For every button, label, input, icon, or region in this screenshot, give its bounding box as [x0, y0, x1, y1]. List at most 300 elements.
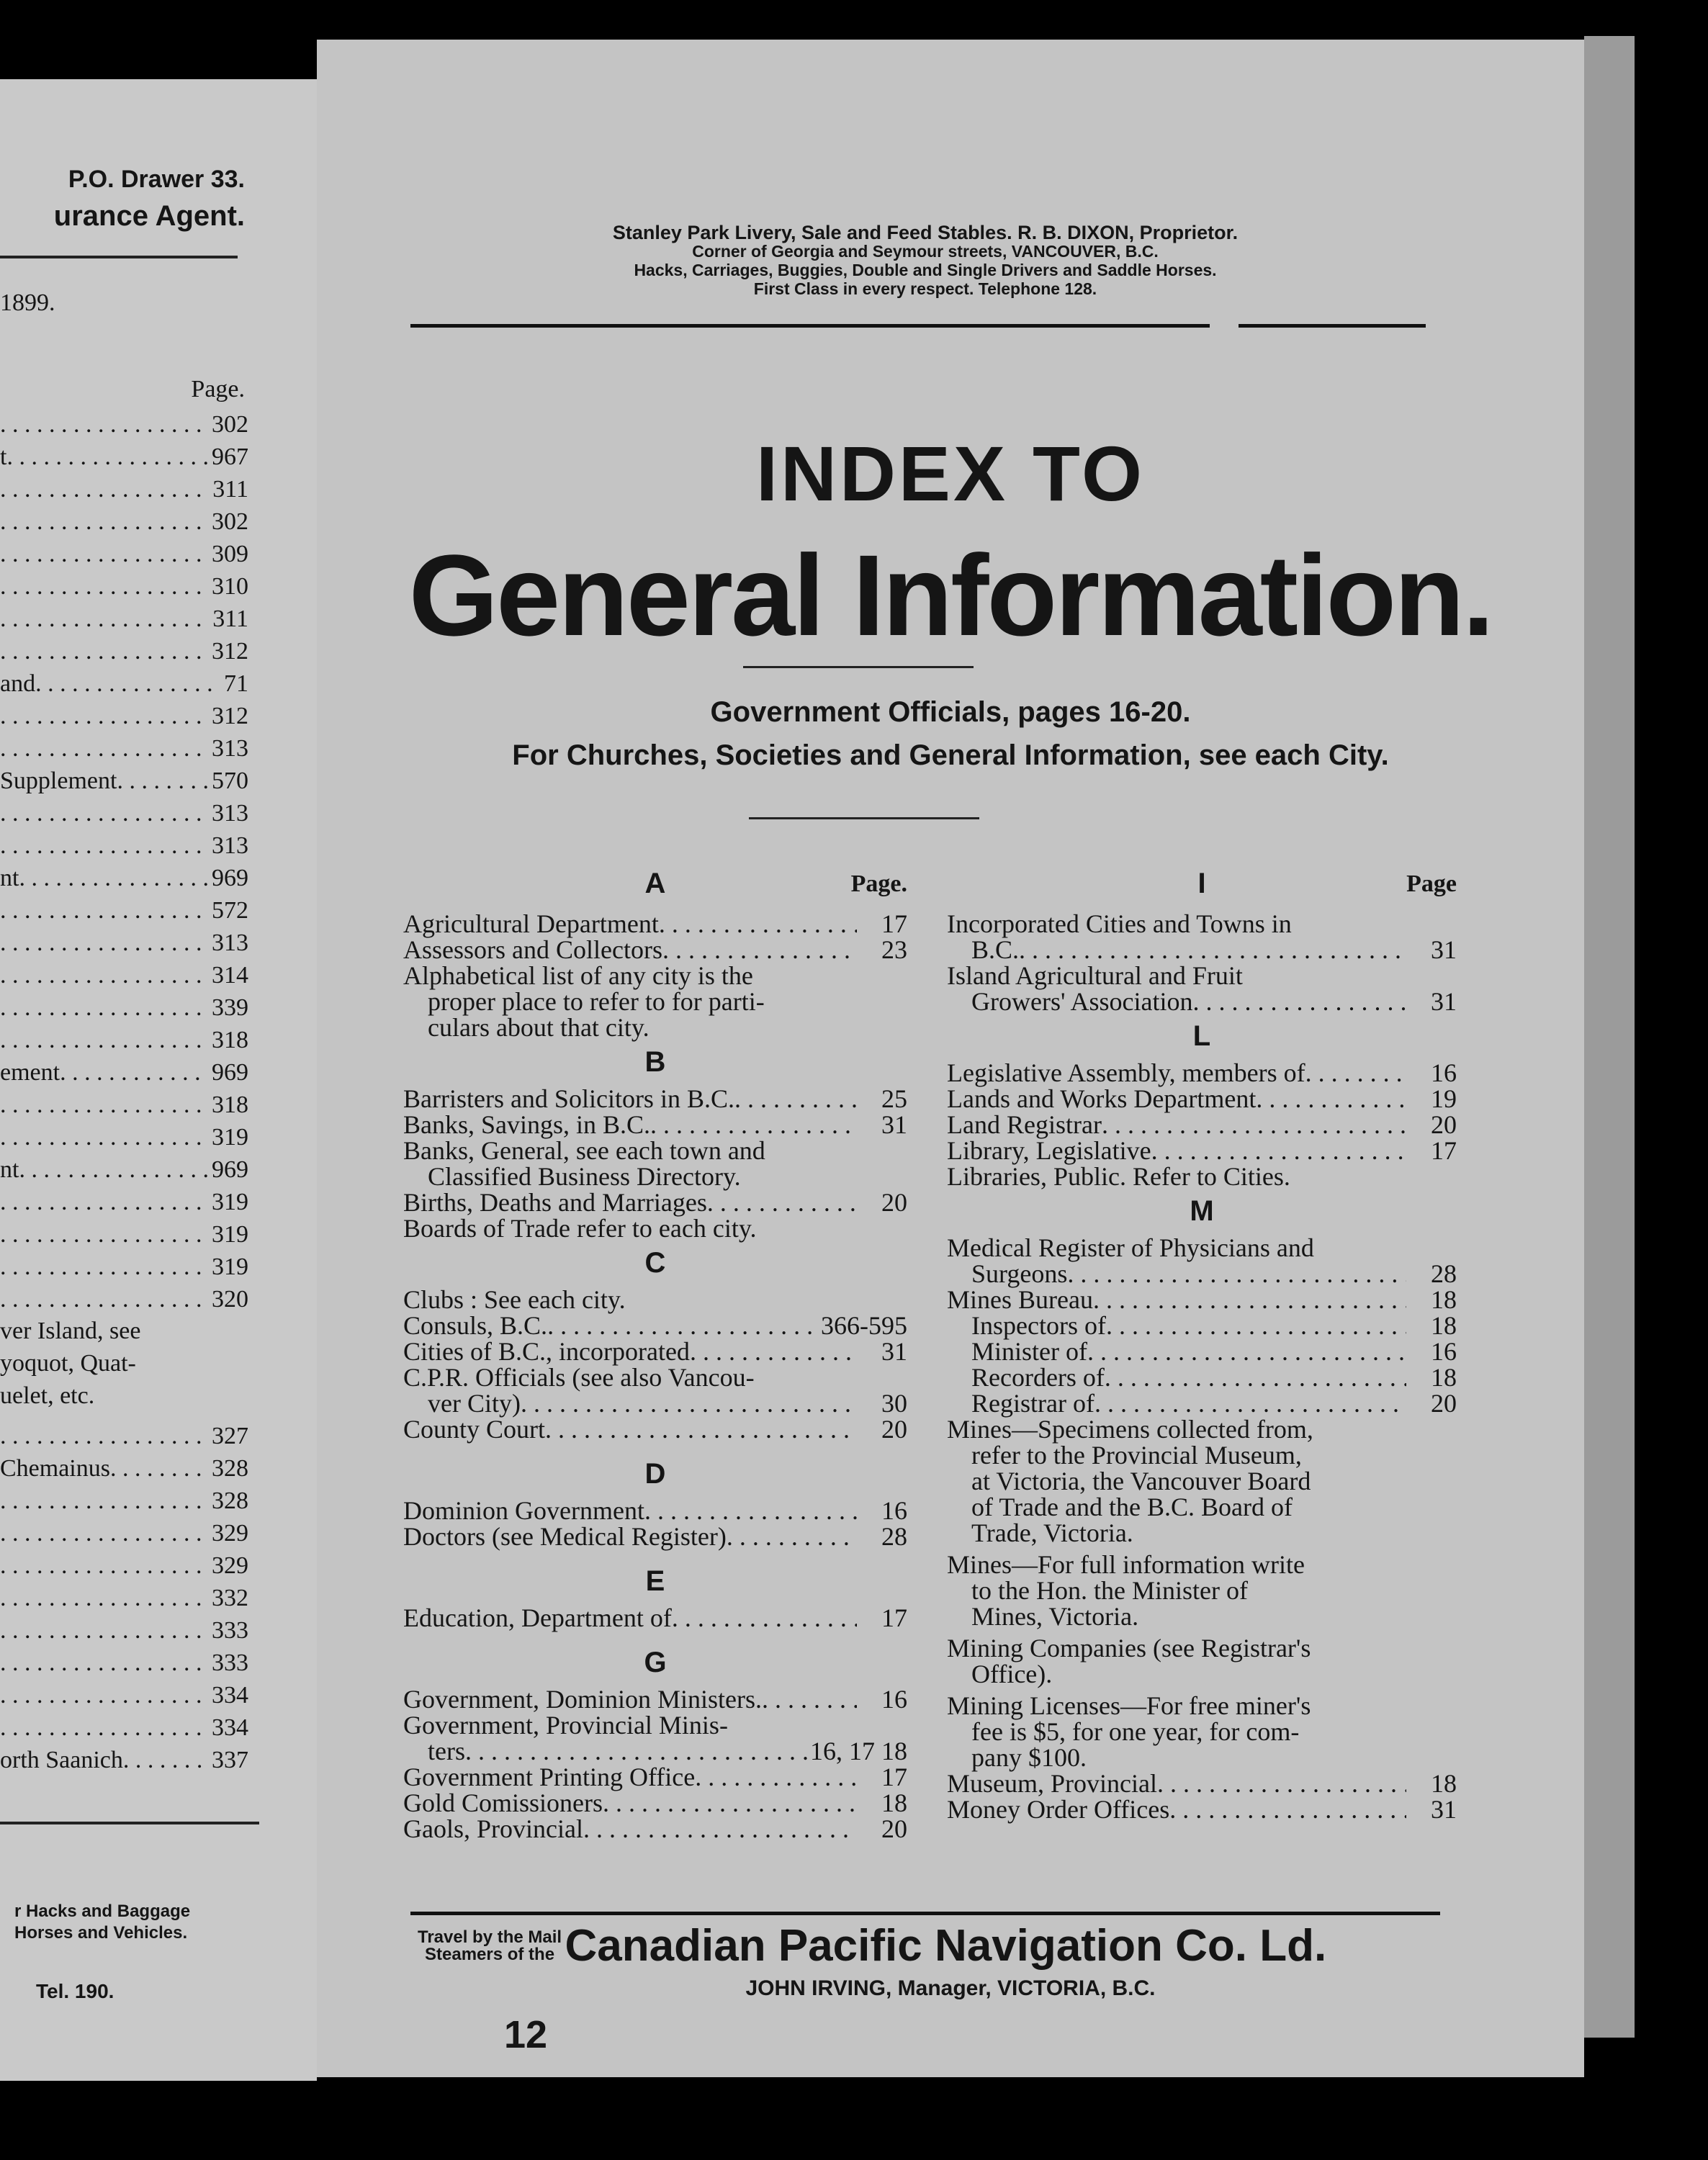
- leader-dots: [1019, 937, 1406, 963]
- section-letter: L: [1192, 1020, 1211, 1052]
- leader-dots: [1095, 1390, 1406, 1416]
- left-index-row: [0, 994, 248, 1022]
- leader-dots: [0, 572, 207, 601]
- index-entry-page: 18: [1431, 1363, 1457, 1392]
- left-row-page: 339: [212, 994, 248, 1021]
- index-note-line: Mining Companies (see Registrar's: [947, 1634, 1311, 1662]
- index-entry-page: 16: [881, 1685, 907, 1714]
- left-index-row: [0, 799, 248, 828]
- index-note: Boards of Trade refer to each city.: [403, 1214, 757, 1243]
- section-letter: M: [1190, 1195, 1214, 1227]
- leader-dots: [1067, 1261, 1406, 1287]
- index-entry: [403, 911, 907, 937]
- leader-dots: [0, 1681, 207, 1710]
- left-row-text: and: [0, 670, 36, 697]
- leader-dots: [19, 1156, 207, 1184]
- leader-dots: [0, 961, 207, 990]
- ad-manager-line: JOHN IRVING, Manager, VICTORIA, B.C.: [745, 1976, 1156, 2000]
- leader-dots: [695, 1764, 857, 1790]
- leader-dots: [0, 929, 207, 958]
- left-index-row: [0, 864, 248, 893]
- index-note-line: refer to the Provincial Museum,: [971, 1441, 1302, 1470]
- index-page: [317, 40, 1584, 2077]
- left-row-text: nt: [0, 865, 19, 891]
- leader-dots: [0, 1091, 207, 1120]
- index-note-line: Banks, General, see each town and: [403, 1136, 765, 1165]
- left-row-page: 969: [212, 1156, 248, 1183]
- left-index-row: [0, 1220, 248, 1249]
- left-row-page: 311: [212, 606, 248, 632]
- index-entry: [947, 1261, 1457, 1287]
- left-row-page: 570: [212, 768, 248, 794]
- index-entry-page: 16: [1431, 1058, 1457, 1087]
- leader-dots: [0, 1649, 207, 1678]
- previous-page-fragment: [0, 79, 317, 2081]
- ad-line: Corner of Georgia and Seymour streets, VANCOUVER, B.C.: [692, 242, 1159, 261]
- leader-dots: [0, 1616, 207, 1645]
- index-entry: [947, 1060, 1457, 1086]
- index-note-line: Mining Licenses—For free miner's: [947, 1691, 1311, 1720]
- index-entry: [947, 1796, 1457, 1822]
- left-row-text: orth Saanich: [0, 1747, 123, 1773]
- index-entry-page: 31: [1431, 1795, 1457, 1824]
- ad-line: Hacks, Carriages, Buggies, Double and Single Drivers and Saddle Horses.: [634, 261, 1217, 279]
- leader-dots: [1256, 1086, 1406, 1112]
- leader-dots: [60, 1058, 207, 1087]
- column-header: [947, 868, 1457, 911]
- left-island-line: yoquot, Quat-: [0, 1350, 136, 1377]
- index-note-line: culars about that city.: [428, 1013, 650, 1042]
- index-note-line: Mines, Victoria.: [971, 1602, 1139, 1631]
- index-entry-page: 17: [881, 1763, 907, 1791]
- index-entry-text: Recorders of: [971, 1363, 1105, 1392]
- left-index-row: [0, 1519, 248, 1548]
- section-letter: A: [644, 868, 666, 899]
- index-entry-page: 17: [881, 1603, 907, 1632]
- index-entry-text: Lands and Works Department: [947, 1084, 1257, 1113]
- index-entry: [403, 1790, 907, 1816]
- page-column-label: Page: [1406, 870, 1457, 897]
- index-entry-text: ters: [428, 1737, 465, 1765]
- index-entry-text: Dominion Government: [403, 1496, 644, 1525]
- index-entry-text: Minister of: [971, 1337, 1087, 1366]
- leader-dots: [672, 1605, 857, 1631]
- left-index-row: [0, 1714, 248, 1742]
- divider: [410, 324, 1210, 328]
- index-entry-page: 20: [881, 1415, 907, 1444]
- left-row-page: 313: [212, 832, 248, 859]
- index-entry: [403, 1764, 907, 1790]
- index-entry-page: 31: [1431, 935, 1457, 964]
- leader-dots: [117, 767, 207, 796]
- index-note-line: to the Hon. the Minister of: [971, 1576, 1248, 1605]
- index-entry-text: Doctors (see Medical Register): [403, 1522, 727, 1551]
- index-entry-page: 16, 17 18: [810, 1737, 907, 1765]
- section-letter: G: [644, 1647, 667, 1678]
- index-entry: [403, 1338, 907, 1364]
- leader-dots: [0, 1026, 207, 1055]
- left-index-row: [0, 1188, 248, 1217]
- index-entry-page: 16: [881, 1496, 907, 1525]
- index-note-line: Mines—For full information write: [947, 1550, 1305, 1579]
- left-row-text: nt: [0, 1156, 19, 1183]
- left-row-page: 332: [212, 1585, 248, 1611]
- left-index-row: [0, 961, 248, 990]
- leader-dots: [0, 410, 207, 439]
- left-index-row: [0, 475, 248, 504]
- left-index-row: [0, 1058, 248, 1087]
- index-entry-page: 18: [1431, 1311, 1457, 1340]
- left-row-page: 313: [212, 930, 248, 956]
- left-row-text: Supplement: [0, 768, 117, 794]
- index-entry: [403, 1498, 907, 1524]
- leader-dots: [110, 1454, 207, 1483]
- index-entry: [947, 1287, 1457, 1313]
- left-index-row: [0, 605, 248, 634]
- left-index-row: [0, 1584, 248, 1613]
- index-entry-page: 20: [1431, 1110, 1457, 1139]
- index-entry: [947, 1390, 1457, 1416]
- column-header: [403, 868, 907, 911]
- left-row-page: 967: [212, 444, 248, 470]
- index-entry: [403, 1416, 907, 1442]
- leader-dots: [1102, 1112, 1406, 1138]
- leader-dots: [0, 896, 207, 925]
- left-row-page: 329: [212, 1552, 248, 1579]
- index-entry-page: 28: [881, 1522, 907, 1551]
- left-index-row: [0, 540, 248, 569]
- index-entry: [403, 1605, 907, 1631]
- index-entry-text: Banks, Savings, in B.C.: [403, 1110, 651, 1139]
- index-entry-page: 28: [1431, 1259, 1457, 1288]
- leader-dots: [650, 1112, 857, 1138]
- left-page-label: Page.: [191, 376, 245, 402]
- index-entry-page: 18: [1431, 1769, 1457, 1798]
- leader-dots: [0, 799, 207, 828]
- leader-dots: [0, 1123, 207, 1152]
- index-note: Incorporated Cities and Towns in: [947, 909, 1292, 938]
- index-entry: [403, 1524, 907, 1549]
- index-entry-text: Mines Bureau: [947, 1285, 1093, 1314]
- index-entry: [403, 1112, 907, 1138]
- left-index-row: [0, 1649, 248, 1678]
- left-index-row: [0, 1487, 248, 1516]
- index-entry-text: Agricultural Department: [403, 909, 659, 938]
- ad-small-text: [418, 1929, 562, 1963]
- divider: [0, 256, 238, 258]
- left-index-row: [0, 508, 248, 536]
- divider: [410, 1912, 1440, 1915]
- index-note: Clubs : See each city.: [403, 1285, 626, 1314]
- leader-dots: [0, 702, 207, 731]
- index-entry-text: Money Order Offices: [947, 1795, 1170, 1824]
- leader-dots: [662, 937, 857, 963]
- left-row-page: 313: [212, 800, 248, 827]
- index-entry-page: 366-595: [821, 1311, 907, 1340]
- left-row-page: 327: [212, 1423, 248, 1449]
- index-entry: [403, 1313, 907, 1338]
- leader-dots: [1093, 1287, 1406, 1313]
- leader-dots: [0, 637, 207, 666]
- ad-small-line: Travel by the Mail: [418, 1927, 562, 1947]
- index-entry-page: 31: [881, 1337, 907, 1366]
- leader-dots: [0, 1422, 207, 1451]
- leader-dots: [521, 1390, 857, 1416]
- index-entry-text: Legislative Assembly, members of: [947, 1058, 1305, 1087]
- leader-dots: [0, 994, 207, 1022]
- leader-dots: [659, 911, 857, 937]
- ad-company-name: Canadian Pacific Navigation Co. Ld.: [565, 1921, 1327, 1971]
- index-note-line: at Victoria, the Vancouver Board: [971, 1467, 1311, 1495]
- leader-dots: [545, 1416, 857, 1442]
- index-note: Government, Provincial Minis-: [403, 1711, 728, 1740]
- index-column-right: [947, 868, 1457, 1822]
- leader-dots: [644, 1498, 857, 1524]
- left-row-page: 312: [212, 703, 248, 729]
- index-entry-page: 20: [1431, 1389, 1457, 1418]
- left-row-page: 312: [212, 638, 248, 665]
- title-index-to: INDEX TO: [755, 430, 1146, 517]
- index-entry-page: 31: [1431, 987, 1457, 1016]
- left-index-row: [0, 1422, 248, 1451]
- left-index-row: [0, 767, 248, 796]
- leader-dots: [0, 832, 207, 860]
- leader-dots: [0, 1519, 207, 1548]
- index-entry: [947, 1770, 1457, 1796]
- index-column-left: [403, 868, 907, 1842]
- page-edge: [1584, 36, 1635, 2038]
- leader-dots: [6, 443, 207, 472]
- index-entry-text: Land Registrar: [947, 1110, 1102, 1139]
- index-entry-page: 19: [1431, 1084, 1457, 1113]
- left-index-row: [0, 734, 248, 763]
- index-entry: [947, 1338, 1457, 1364]
- index-entry-text: Education, Department of: [403, 1603, 672, 1632]
- index-entry: [403, 1189, 907, 1215]
- page-column-label: Page.: [850, 870, 907, 897]
- left-index-row: [0, 1026, 248, 1055]
- left-index-row: [0, 832, 248, 860]
- index-note-line: fee is $5, for one year, for com-: [971, 1717, 1300, 1746]
- index-entry: [947, 937, 1457, 963]
- leader-dots: [0, 1188, 207, 1217]
- leader-dots: [0, 540, 207, 569]
- left-header-agent: urance Agent.: [53, 200, 245, 232]
- leader-dots: [0, 475, 208, 504]
- index-entry-text: Consuls, B.C.: [403, 1311, 548, 1340]
- divider: [1239, 324, 1426, 328]
- section-letter: I: [1197, 868, 1206, 899]
- index-entry-text: County Court: [403, 1415, 546, 1444]
- left-index-row: [0, 896, 248, 925]
- index-entry: [947, 1112, 1457, 1138]
- index-entry-page: 17: [881, 909, 907, 938]
- index-entry-text: Registrar of: [971, 1389, 1095, 1418]
- left-index-row: [0, 572, 248, 601]
- left-row-page: 329: [212, 1520, 248, 1547]
- left-row-page: 310: [212, 573, 248, 600]
- left-row-page: 333: [212, 1617, 248, 1644]
- leader-dots: [707, 1189, 857, 1215]
- index-entry-page: 20: [881, 1814, 907, 1843]
- index-entry-text: Assessors and Collectors: [403, 935, 662, 964]
- index-entry-text: Government, Dominion Ministers.: [403, 1685, 762, 1714]
- ad-small-line: Steamers of the: [425, 1944, 555, 1964]
- left-row-page: 969: [212, 865, 248, 891]
- index-entry-text: Gaols, Provincial: [403, 1814, 583, 1843]
- index-note: Island Agricultural and Fruit: [947, 961, 1243, 990]
- left-row-page: 333: [212, 1650, 248, 1676]
- left-island-line: uelet, etc.: [0, 1382, 95, 1409]
- index-note-line: Classified Business Directory.: [428, 1162, 741, 1191]
- left-row-page: 319: [212, 1189, 248, 1215]
- index-note: C.P.R. Officials (see also Vancou-: [403, 1363, 755, 1392]
- leader-dots: [1087, 1338, 1406, 1364]
- left-index-row: [0, 443, 248, 472]
- left-row-text: t: [0, 444, 7, 470]
- leader-dots: [1105, 1364, 1406, 1390]
- index-entry: [403, 937, 907, 963]
- left-telephone: Tel. 190.: [36, 1980, 114, 2002]
- left-row-page: 318: [212, 1027, 248, 1053]
- left-index-row: [0, 1253, 248, 1282]
- subtitle-government-officials: Government Officials, pages 16-20.: [710, 696, 1191, 728]
- index-entry-page: 23: [881, 935, 907, 964]
- left-row-page: 572: [212, 897, 248, 924]
- leader-dots: [35, 670, 220, 698]
- leader-dots: [1169, 1796, 1406, 1822]
- index-entry: [947, 1086, 1457, 1112]
- index-note-line: of Trade and the B.C. Board of: [971, 1493, 1293, 1521]
- left-index-row: [0, 1091, 248, 1120]
- left-row-page: 334: [212, 1682, 248, 1709]
- index-entry-text: Inspectors of: [971, 1311, 1106, 1340]
- index-entry-text: Births, Deaths and Marriages: [403, 1188, 707, 1217]
- left-index-row: [0, 1123, 248, 1152]
- index-entry: [403, 1816, 907, 1842]
- leader-dots: [1106, 1313, 1406, 1338]
- index-entry-page: 30: [881, 1389, 907, 1418]
- index-entry-page: 31: [881, 1110, 907, 1139]
- leader-dots: [0, 1220, 207, 1249]
- bottom-advertisement: [418, 1920, 1326, 1971]
- index-note-line: proper place to refer to for parti-: [428, 987, 765, 1016]
- left-bottom-ad-line: Horses and Vehicles.: [14, 1923, 188, 1943]
- leader-dots: [123, 1746, 207, 1775]
- index-entry-text: B.C.: [971, 935, 1020, 964]
- left-row-page: 302: [212, 411, 248, 438]
- left-row-page: 318: [212, 1092, 248, 1118]
- divider: [749, 817, 979, 819]
- left-row-page: 337: [212, 1747, 248, 1773]
- index-note: Medical Register of Physicians and: [947, 1233, 1314, 1262]
- leader-dots: [727, 1524, 857, 1549]
- leader-dots: [547, 1313, 818, 1338]
- leader-dots: [0, 1253, 207, 1282]
- left-row-page: 313: [212, 735, 248, 762]
- left-row-page: 314: [212, 962, 248, 989]
- left-row-page: 320: [212, 1286, 248, 1313]
- leader-dots: [0, 734, 207, 763]
- leader-dots: [1192, 989, 1406, 1014]
- index-entry: [947, 1313, 1457, 1338]
- left-island-line: ver Island, see: [0, 1318, 141, 1344]
- leader-dots: [1305, 1060, 1406, 1086]
- leader-dots: [734, 1086, 857, 1112]
- section-letter: B: [644, 1046, 666, 1078]
- left-header-drawer: P.O. Drawer 33.: [68, 166, 245, 193]
- left-index-row: [0, 1156, 248, 1184]
- leader-dots: [0, 1552, 207, 1580]
- left-row-text: Chemainus: [0, 1455, 110, 1482]
- leader-dots: [0, 1714, 207, 1742]
- index-entry: [403, 1390, 907, 1416]
- left-bottom-ad: [14, 1901, 190, 1944]
- leader-dots: [583, 1816, 857, 1842]
- index-entry-page: 20: [881, 1188, 907, 1217]
- section-letter: E: [645, 1565, 665, 1597]
- left-index-row: [0, 1681, 248, 1710]
- left-index-row: [0, 410, 248, 439]
- divider: [0, 1822, 259, 1824]
- leader-dots: [465, 1738, 807, 1764]
- index-note-line: pany $100.: [971, 1743, 1087, 1772]
- left-index-row: [0, 1552, 248, 1580]
- leader-dots: [0, 1487, 207, 1516]
- page-number: 12: [504, 2013, 548, 2056]
- left-index-row: [0, 929, 248, 958]
- index-entry: [403, 1738, 907, 1764]
- left-index-row: [0, 637, 248, 666]
- left-bottom-ad-line: r Hacks and Baggage: [14, 1902, 191, 1921]
- section-letter: C: [644, 1247, 666, 1279]
- index-entry-text: Barristers and Solicitors in B.C.: [403, 1084, 734, 1113]
- divider: [743, 666, 974, 668]
- leader-dots: [690, 1338, 857, 1364]
- index-note-line: Alphabetical list of any city is the: [403, 961, 753, 990]
- ad-line: Stanley Park Livery, Sale and Feed Stables. R. B. DIXON, Proprietor.: [612, 222, 1239, 243]
- index-entry-text: Growers' Association: [971, 987, 1193, 1016]
- leader-dots: [0, 1584, 207, 1613]
- index-note: Libraries, Public. Refer to Cities.: [947, 1162, 1290, 1191]
- left-row-page: 71: [224, 670, 248, 697]
- index-entry-page: 18: [881, 1788, 907, 1817]
- left-row-page: 302: [212, 508, 248, 535]
- leader-dots: [19, 864, 207, 893]
- index-entry-text: ver City): [428, 1389, 521, 1418]
- left-row-page: 328: [212, 1488, 248, 1514]
- leader-dots: [603, 1790, 857, 1816]
- index-entry-page: 25: [881, 1084, 907, 1113]
- left-row-page: 319: [212, 1254, 248, 1280]
- left-index-row: [0, 702, 248, 731]
- left-year: 1899.: [0, 289, 55, 316]
- index-entry-page: 17: [1431, 1136, 1457, 1165]
- index-entry-page: 18: [1431, 1285, 1457, 1314]
- index-entry: [947, 1138, 1457, 1164]
- leader-dots: [1157, 1770, 1406, 1796]
- left-index-row: [0, 670, 248, 698]
- index-entry: [947, 1364, 1457, 1390]
- index-entry-text: Surgeons: [971, 1259, 1068, 1288]
- index-note-line: Mines—Specimens collected from,: [947, 1415, 1313, 1444]
- left-index-row: [0, 1616, 248, 1645]
- left-index-row: [0, 1454, 248, 1483]
- left-index-row: [0, 1746, 248, 1775]
- left-row-page: 319: [212, 1221, 248, 1248]
- index-note-line: Office).: [971, 1660, 1053, 1688]
- title-general-information: General Information.: [408, 531, 1493, 660]
